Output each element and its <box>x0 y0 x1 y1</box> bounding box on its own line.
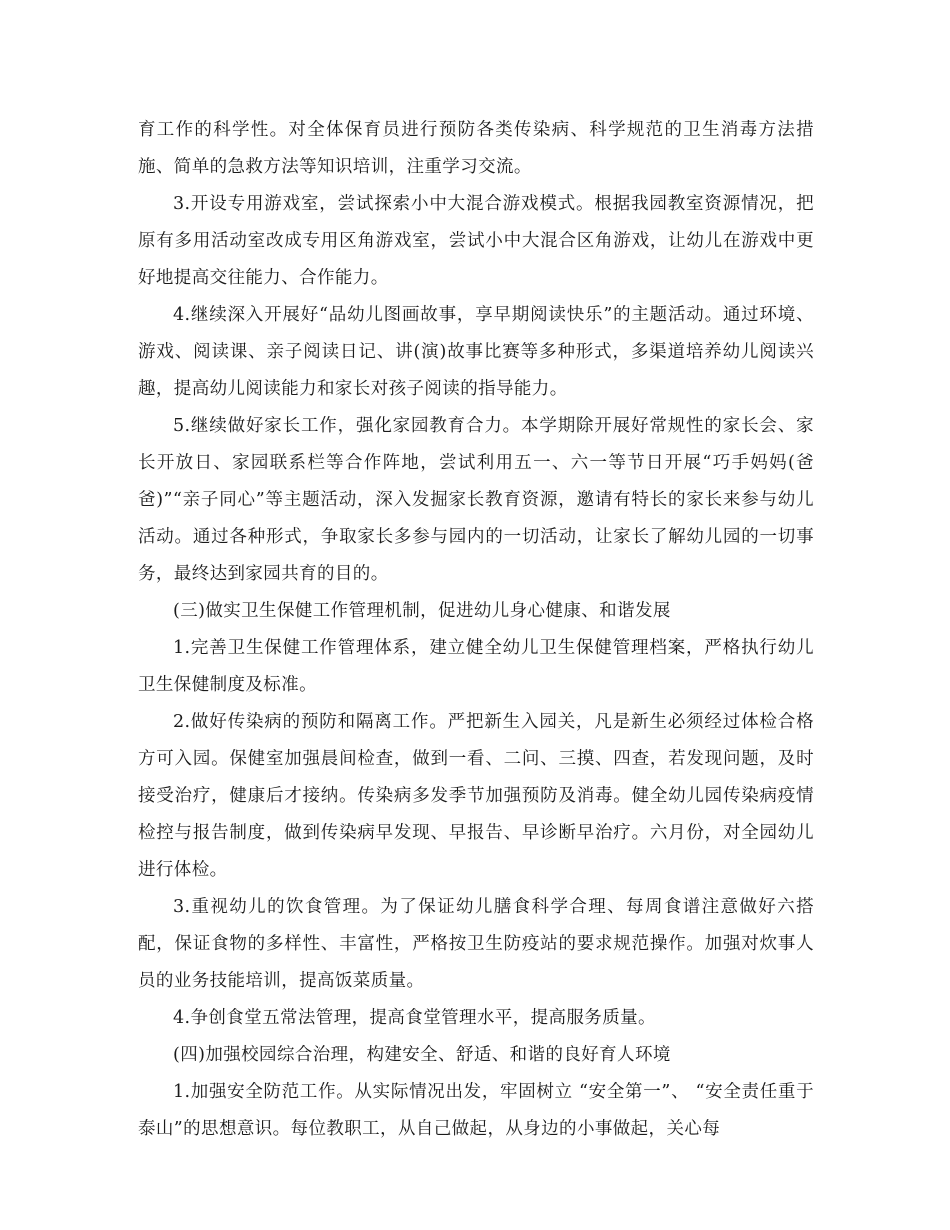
section-heading: (四)加强校园综合治理，构建安全、舒适、和谐的良好育人环境 <box>173 1045 671 1065</box>
paragraph: 1.完善卫生保健工作管理体系，建立健全幼儿卫生保健管理档案，严格执行幼儿卫生保健制度及标准。 <box>138 638 814 695</box>
paragraph: 2.做好传染病的预防和隔离工作。严把新生入园关，凡是新生必须经过体检合格方可入园。保健室加强晨间检查，做到一看、二问、三摸、四查，若发现问题，及时接受治疗，健康后才接纳。传染病多发季节加强预防及消毒。健全幼儿园传染病疫情检控与报告制度，做到传染病早发现、早报告、早诊断早治疗。六月份，对全园幼儿进行体检。 <box>138 712 814 880</box>
paragraph: 4.争创食堂五常法管理，提高食堂管理水平，提高服务质量。 <box>173 1008 656 1028</box>
paragraph: 育工作的科学性。对全体保育员进行预防各类传染病、科学规范的卫生消毒方法措施、简单的急救方法等知识培训，注重学习交流。 <box>138 120 814 177</box>
section-heading: (三)做实卫生保健工作管理机制，促进幼儿身心健康、和谐发展 <box>173 601 671 621</box>
paragraph: 1.加强安全防范工作。从实际情况出发，牢固树立 “安全第一”、 “安全责任重于泰山”的思想意识。每位教职工，从自己做起，从身边的小事做起，关心每 <box>138 1082 814 1139</box>
document-body <box>138 112 814 1148</box>
paragraph: 3.重视幼儿的饮食管理。为了保证幼儿膳食科学合理、每周食谱注意做好六搭配，保证食物的多样性、丰富性，严格按卫生防疫站的要求规范操作。加强对炊事人员的业务技能培训，提高饭菜质量。 <box>138 897 814 991</box>
paragraph: 3.开设专用游戏室，尝试探索小中大混合游戏模式。根据我园教室资源情况，把原有多用活动室改成专用区角游戏室，尝试小中大混合区角游戏，让幼儿在游戏中更好地提高交往能力、合作能力。 <box>138 194 814 288</box>
paragraph: 5.继续做好家长工作，强化家园教育合力。本学期除开展好常规性的家长会、家长开放日、家园联系栏等合作阵地，尝试利用五一、六一等节日开展“巧手妈妈(爸爸)”“亲子同心”等主题活动，深入发掘家长教育资源，邀请有特长的家长来参与幼儿活动。通过各种形式，争取家长多参与园内的一切活动，让家长了解幼儿园的一切事务，最终达到家园共育的目的。 <box>138 416 814 584</box>
paragraph: 4.继续深入开展好“品幼儿图画故事，享早期阅读快乐”的主题活动。通过环境、游戏、阅读课、亲子阅读日记、讲(演)故事比赛等多种形式，多渠道培养幼儿阅读兴趣，提高幼儿阅读能力和家长对孩子阅读的指导能力。 <box>138 305 814 399</box>
